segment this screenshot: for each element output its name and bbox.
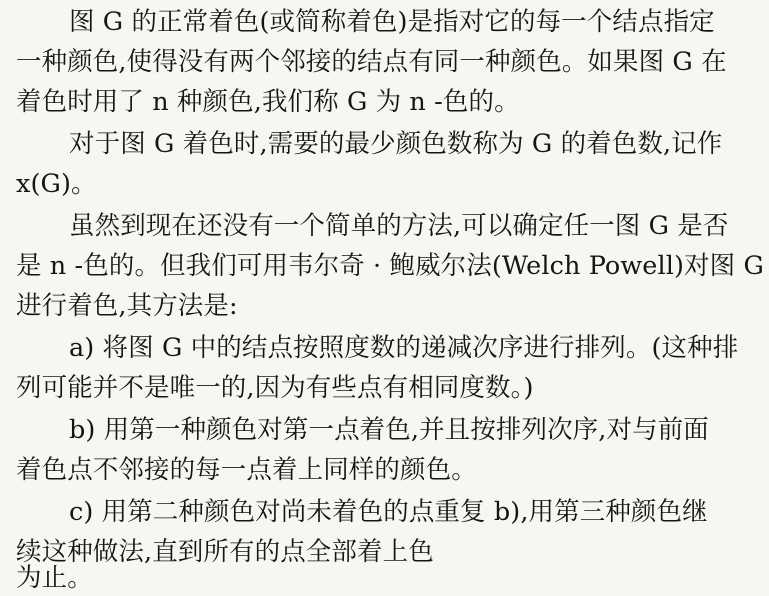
text-line-14: 续这种做法,直到所有的点全部着上色 [16, 537, 434, 567]
text-line-15: 为止。 [16, 563, 93, 593]
text-line-6: 虽然到现在还没有一个简单的方法,可以确定任一图 G 是否 [69, 211, 729, 241]
text-line-8: 进行着色,其方法是: [16, 291, 238, 321]
text-line-3: 着色时用了 n 种颜色,我们称 G 为 n -色的。 [16, 87, 520, 117]
text-line-12: 着色点不邻接的每一点着上同样的颜色。 [16, 455, 477, 485]
text-line-1: 图 G 的正常着色(或简称着色)是指对它的每一个结点指定 [69, 7, 715, 37]
text-line-13: c) 用第二种颜色对尚未着色的点重复 b),用第三种颜色继 [69, 497, 708, 527]
text-line-7: 是 n -色的。但我们可用韦尔奇 · 鲍威尔法(Welch Powell)对图 G [16, 251, 764, 281]
text-line-5: x(G)。 [16, 169, 97, 199]
text-line-2: 一种颜色,使得没有两个邻接的结点有同一种颜色。如果图 G 在 [16, 47, 727, 77]
text-line-10: 列可能并不是唯一的,因为有些点有相同度数。) [16, 373, 534, 403]
text-line-11: b) 用第一种颜色对第一点着色,并且按排列次序,对与前面 [69, 415, 709, 445]
text-line-4: 对于图 G 着色时,需要的最少颜色数称为 G 的着色数,记作 [69, 129, 723, 159]
text-line-9: a) 将图 G 中的结点按照度数的递减次序进行排列。(这种排 [69, 333, 739, 363]
